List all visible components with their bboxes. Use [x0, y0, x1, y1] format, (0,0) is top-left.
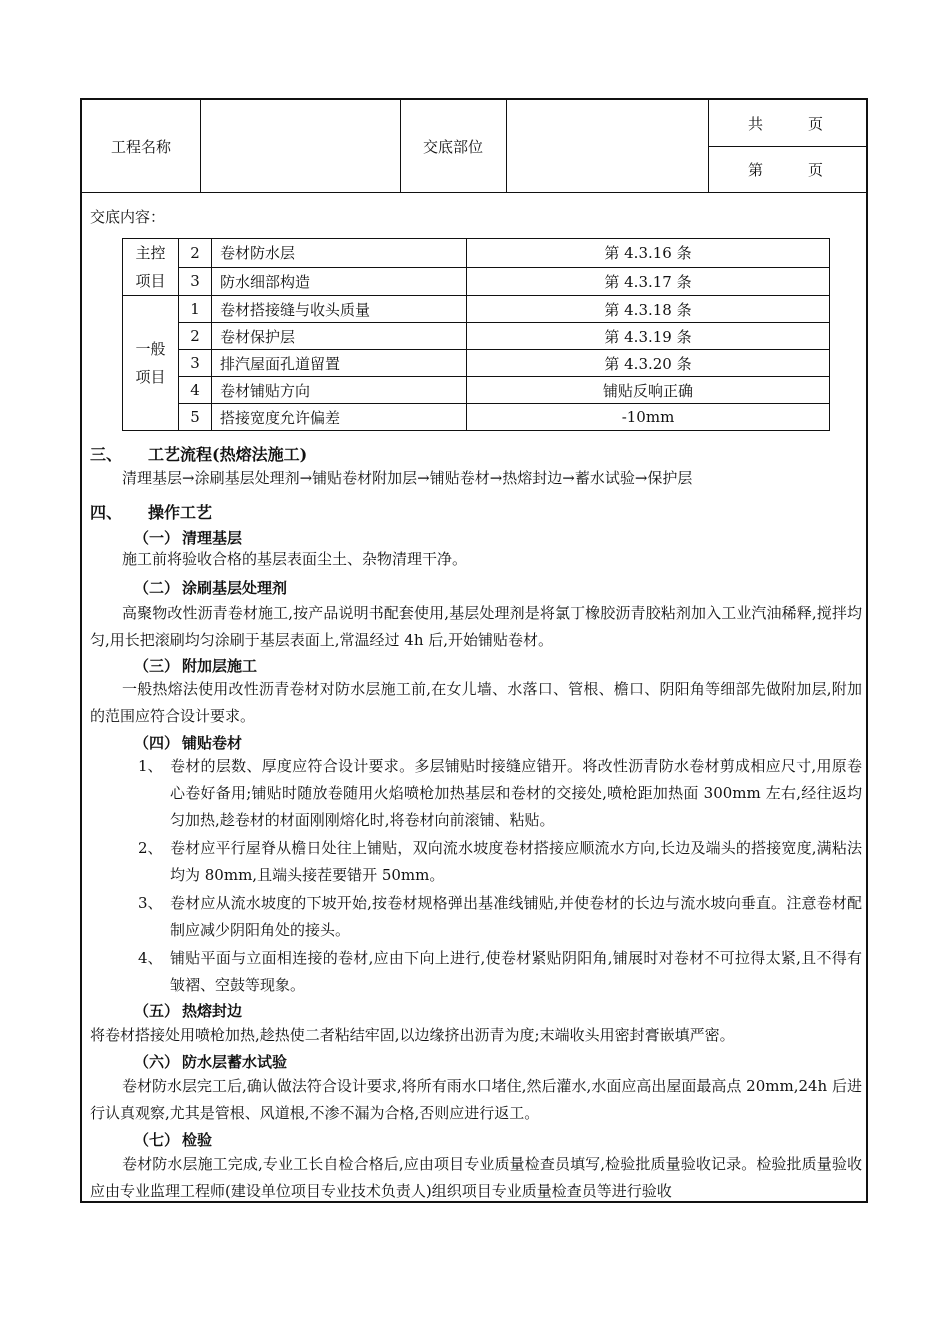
item-name: 卷材保护层 — [212, 323, 467, 350]
subsection-heading — [134, 1129, 212, 1150]
total-pages-cell — [708, 100, 866, 147]
page-number-cell — [708, 146, 866, 192]
header-table — [82, 100, 866, 193]
location-label: 交底部位 — [422, 137, 483, 156]
list-text: 铺贴平面与立面相连接的卷材,应由下向上进行,使卷材紧贴阴阳角,铺展时对卷材不可拉得太紧,且不得有皱褶、空鼓等现象。 — [170, 949, 862, 994]
list-item — [138, 753, 862, 834]
list-number: 2、 — [138, 839, 163, 857]
paragraph: 施工前将验收合格的基层表面尘土、杂物清理干净。 — [122, 550, 468, 568]
list-number: 4、 — [138, 949, 163, 967]
section-3-heading — [90, 442, 307, 465]
subsection-number: （二） — [134, 579, 180, 597]
document-frame — [80, 98, 868, 1203]
table-row — [123, 350, 830, 377]
content-label: 交底内容： — [90, 208, 166, 226]
group-label: 一般 项目 — [123, 296, 179, 431]
subsection-title: 涂刷基层处理剂 — [182, 579, 288, 597]
subsection-number: （一） — [134, 529, 180, 547]
item-reference: 铺贴反响正确 — [467, 377, 830, 404]
group-label: 主控 项目 — [123, 239, 179, 296]
subsection-heading — [134, 527, 242, 548]
subsection-title: 铺贴卷材 — [182, 734, 243, 752]
item-reference: 第 4.3.20 条 — [467, 350, 830, 377]
subsection-number: （三） — [134, 657, 180, 675]
inspection-items-table — [122, 238, 830, 431]
item-number: 3 — [179, 267, 212, 296]
paragraph: 高聚物改性沥青卷材施工,按产品说明书配套使用,基层处理剂是将氯丁橡胶沥青胶粘剂加入工业汽油稀释,搅拌均匀,用长把滚刷均匀涂刷于基层表面上,常温经过 4h 后,开始铺贴卷材。 — [90, 604, 862, 649]
paragraph: 一般热熔法使用改性沥青卷材对防水层施工前,在女儿墙、水落口、管根、檐口、阴阳角等细部先做附加层,附加的范围应符合设计要求。 — [90, 680, 862, 725]
item-number: 4 — [179, 377, 212, 404]
item-name: 防水细部构造 — [212, 267, 467, 296]
paragraph: 卷材防水层完工后,确认做法符合设计要求,将所有雨水口堵住,然后灌水,水面应高出屋面最高点 20mm,24h 后进行认真观察,尤其是管根、风道根,不渗不漏为合格,否则应进行返工。 — [90, 1077, 862, 1122]
list-text: 卷材应平行屋脊从檐日处往上铺贴，双向流水坡度卷材搭接应顺流水方向,长边及端头的搭接宽度,满粘法均为 80mm,且端头接茬要错开 50mm。 — [170, 839, 862, 884]
table-row — [123, 267, 830, 296]
list-item — [138, 890, 862, 944]
list-item — [138, 835, 862, 889]
section-title: 操作工艺 — [148, 503, 213, 522]
project-name-label: 工程名称 — [110, 137, 171, 156]
process-flow: 清理基层→涂刷基层处理剂→铺贴卷材附加层→铺贴卷材→热熔封边→蓄水试验→保护层 — [122, 469, 693, 487]
section-number: 三、 — [90, 445, 123, 464]
subsection-number: （四） — [134, 734, 180, 752]
item-name: 卷材搭接缝与收头质量 — [212, 296, 467, 323]
subsection-number: （七） — [134, 1131, 180, 1149]
item-number: 2 — [179, 239, 212, 268]
item-reference: -10mm — [467, 404, 830, 431]
subsection-title: 防水层蓄水试验 — [182, 1053, 288, 1071]
item-name: 排汽屋面孔道留置 — [212, 350, 467, 377]
subsection-heading — [134, 1051, 287, 1072]
paragraph: 卷材防水层施工完成,专业工长自检合格后,应由项目专业质量检查员填写,检验批质量验收记录。检验批质量验收应由专业监理工程师(建设单位项目专业技术负责人)组织项目专业质量检查员等进行验收 — [90, 1155, 862, 1200]
item-reference: 第 4.3.17 条 — [467, 267, 830, 296]
subsection-number: （六） — [134, 1053, 180, 1071]
location-value — [506, 100, 708, 192]
table-row — [123, 404, 830, 431]
section-title: 工艺流程(热熔法施工) — [148, 445, 308, 464]
subsection-title: 热熔封边 — [182, 1002, 243, 1020]
total-pages: 共 页 — [748, 114, 824, 133]
table-row — [123, 323, 830, 350]
subsection-title: 附加层施工 — [182, 657, 258, 675]
subsection-heading — [134, 732, 242, 753]
table-row — [123, 239, 830, 268]
subsection-number: （五） — [134, 1002, 180, 1020]
item-number: 1 — [179, 296, 212, 323]
item-number: 2 — [179, 323, 212, 350]
subsection-heading — [134, 1000, 242, 1021]
subsection-title: 检验 — [182, 1131, 213, 1149]
item-reference: 第 4.3.19 条 — [467, 323, 830, 350]
section-4-heading — [90, 500, 212, 523]
item-name: 搭接宽度允许偏差 — [212, 404, 467, 431]
item-reference: 第 4.3.16 条 — [467, 239, 830, 268]
list-text: 卷材应从流水坡度的下坡开始,按卷材规格弹出基准线铺贴,并使卷材的长边与流水坡向垂直。注意卷材配制应减少阴阳角处的接头。 — [170, 894, 862, 939]
item-name: 卷材防水层 — [212, 239, 467, 268]
item-number: 3 — [179, 350, 212, 377]
table-row — [123, 296, 830, 323]
subsection-heading — [134, 577, 287, 598]
subsection-heading — [134, 655, 257, 676]
list-text: 卷材的层数、厚度应符合设计要求。多层铺贴时接缝应错开。将改性沥青防水卷材剪成相应尺寸,用原卷心卷好备用;铺贴时随放卷随用火焰喷枪加热基层和卷材的交接处,喷枪距加热面 300mm 左右,经往返均匀加热,趁卷材的材面刚刚熔化时,将卷材向前滚铺、粘贴。 — [170, 757, 862, 829]
list-item — [138, 945, 862, 999]
section-number: 四、 — [90, 503, 123, 522]
project-name-value — [200, 100, 400, 192]
item-reference: 第 4.3.18 条 — [467, 296, 830, 323]
item-name: 卷材铺贴方向 — [212, 377, 467, 404]
list-number: 1、 — [138, 757, 163, 775]
list-number: 3、 — [138, 894, 163, 912]
table-row — [123, 377, 830, 404]
subsection-title: 清理基层 — [182, 529, 243, 547]
page-number: 第 页 — [748, 160, 824, 179]
paragraph: 将卷材搭接处用喷枪加热,趁热使二者粘结牢固,以边缘挤出沥青为度;末端收头用密封膏嵌填严密。 — [90, 1026, 735, 1044]
item-number: 5 — [179, 404, 212, 431]
